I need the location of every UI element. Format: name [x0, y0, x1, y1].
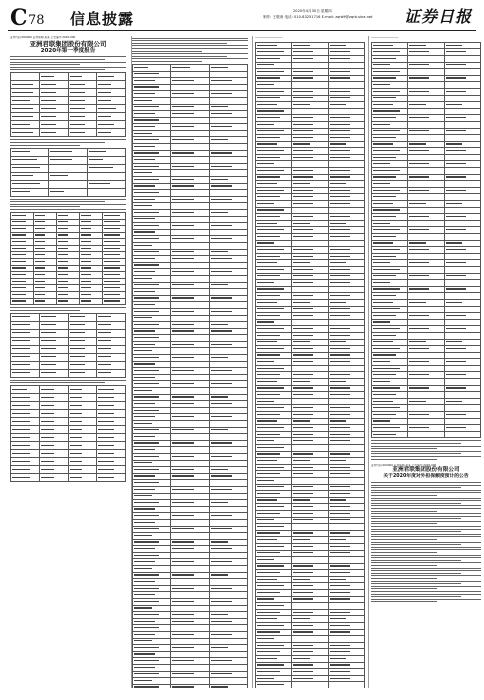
stock-code-line: 证券代码:000000 证券简称:某某 公告编号:2020-000 [371, 463, 437, 467]
brand-logo: 证券日报 [403, 7, 472, 26]
data-table [10, 212, 126, 305]
page-number: 78 [28, 13, 45, 28]
report-title: 2020年第一季度报告 [40, 47, 96, 54]
stock-code-line: 证券代码:000000 证券简称:某某 公告编号:2020-000 [10, 36, 76, 39]
data-table [10, 313, 126, 378]
column-2 [131, 36, 248, 688]
data-table [10, 72, 126, 137]
column-heading: ───────────────── [371, 36, 399, 39]
column-heading: ───────────────── [255, 36, 283, 39]
data-table [371, 42, 481, 439]
page-letter: C [10, 5, 28, 31]
data-table [132, 64, 248, 688]
text-block [132, 38, 248, 62]
column-1 [10, 36, 126, 688]
notice-title: 关于2020年度对外担保额度预计的公告 [383, 474, 469, 480]
text-block [10, 380, 126, 384]
data-table [10, 148, 126, 197]
text-block [10, 56, 126, 70]
section-title: 信息披露 [70, 10, 135, 28]
data-table [10, 385, 126, 482]
text-block [10, 139, 126, 145]
text-block [10, 307, 126, 311]
column-3 [252, 36, 365, 688]
date-line: 2020年4月30日 星期四 [293, 9, 332, 13]
editor-line: 制作: 王敬涛 电话: 010-83251716 E-mail: zqrb9@zqrb.sina.net [263, 15, 373, 19]
data-table [255, 42, 365, 688]
text-block [371, 482, 481, 602]
text-block [10, 199, 126, 210]
column-4 [368, 36, 481, 688]
content-columns [10, 36, 478, 692]
company-name: 亚洲君联集团股份有限公司 [29, 39, 107, 48]
text-block [371, 440, 481, 459]
company-name: 亚洲君联集团股份有限公司 [392, 467, 460, 474]
masthead [8, 6, 476, 31]
announcement [371, 464, 481, 603]
